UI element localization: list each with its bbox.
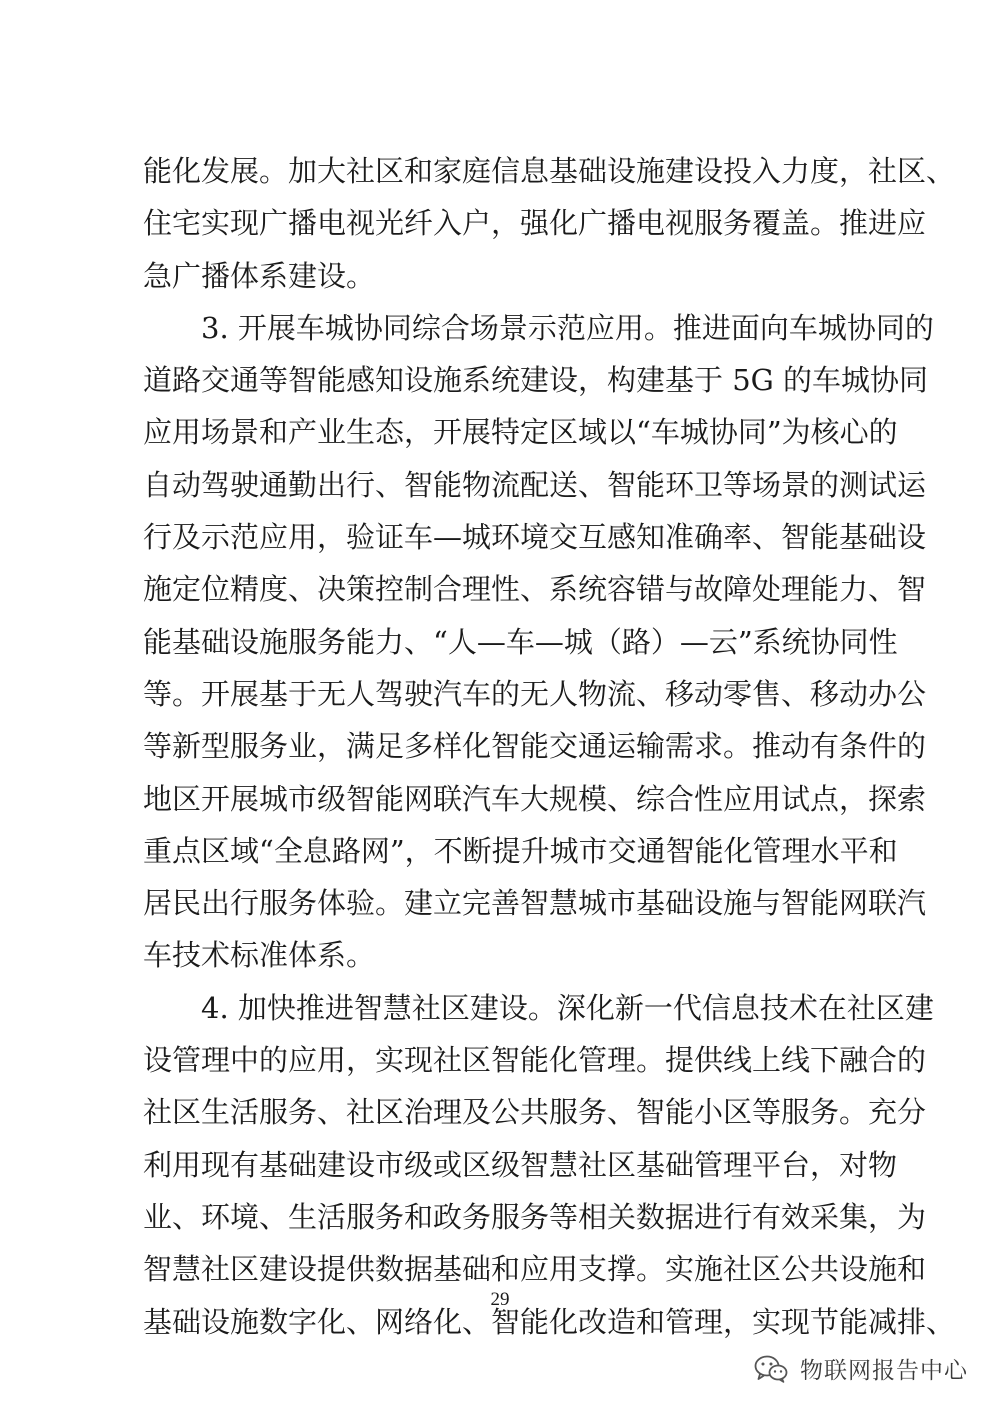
text-line: 重点区域“全息路网”，不断提升城市交通智能化管理水平和	[143, 833, 898, 868]
text-line: 车技术标准体系。	[143, 938, 376, 973]
watermark-text: 物联网报告中心	[800, 1358, 968, 1384]
text-line: 急广播体系建设。	[143, 258, 376, 293]
wechat-icon	[754, 1355, 788, 1383]
text-line: 住宅实现广播电视光纤入户，强化广播电视服务覆盖。推进应	[143, 206, 927, 241]
text-line: 利用现有基础建设市级或区级智慧社区基础管理平台，对物	[143, 1147, 898, 1182]
text-line: 设管理中的应用，实现社区智能化管理。提供线上线下融合的	[143, 1043, 927, 1078]
page-number: 29	[490, 1289, 510, 1310]
text-line: 道路交通等智能感知设施系统建设，构建基于 5G 的车城协同	[143, 363, 929, 398]
text-line: 居民出行服务体验。建立完善智慧城市基础设施与智能网联汽	[143, 886, 927, 921]
text-line: 能基础设施服务能力、“人—车—城（路）—云”系统协同性	[143, 624, 898, 659]
text-line: 基础设施数字化、网络化、智能化改造和管理，实现节能减排、	[143, 1304, 956, 1339]
text-line: 施定位精度、决策控制合理性、系统容错与故障处理能力、智	[143, 572, 927, 607]
text-line: 应用场景和产业生态，开展特定区域以“车城协同”为核心的	[143, 415, 898, 450]
text-line: 社区生活服务、社区治理及公共服务、智能小区等服务。充分	[143, 1095, 927, 1130]
text-line: 智慧社区建设提供数据基础和应用支撑。实施社区公共设施和	[143, 1252, 927, 1287]
text-line: 等。开展基于无人驾驶汽车的无人物流、移动零售、移动办公	[143, 676, 927, 711]
section-heading-line: 3. 开展车城协同综合场景示范应用。推进面向车城协同的	[201, 310, 934, 345]
text-line: 自动驾驶通勤出行、智能物流配送、智能环卫等场景的测试运	[143, 467, 927, 502]
text-line: 能化发展。加大社区和家庭信息基础设施建设投入力度，社区、	[143, 154, 956, 188]
section-heading-line: 4. 加快推进智慧社区建设。深化新一代信息技术在社区建	[201, 990, 934, 1025]
document-body	[143, 145, 956, 1348]
text-line: 地区开展城市级智能网联汽车大规模、综合性应用试点，探索	[143, 781, 927, 816]
text-line: 等新型服务业，满足多样化智能交通运输需求。推动有条件的	[143, 729, 927, 764]
text-line: 业、环境、生活服务和政务服务等相关数据进行有效采集，为	[143, 1199, 927, 1234]
text-line: 行及示范应用，验证车—城环境交互感知准确率、智能基础设	[143, 520, 927, 555]
watermark	[754, 1352, 968, 1385]
